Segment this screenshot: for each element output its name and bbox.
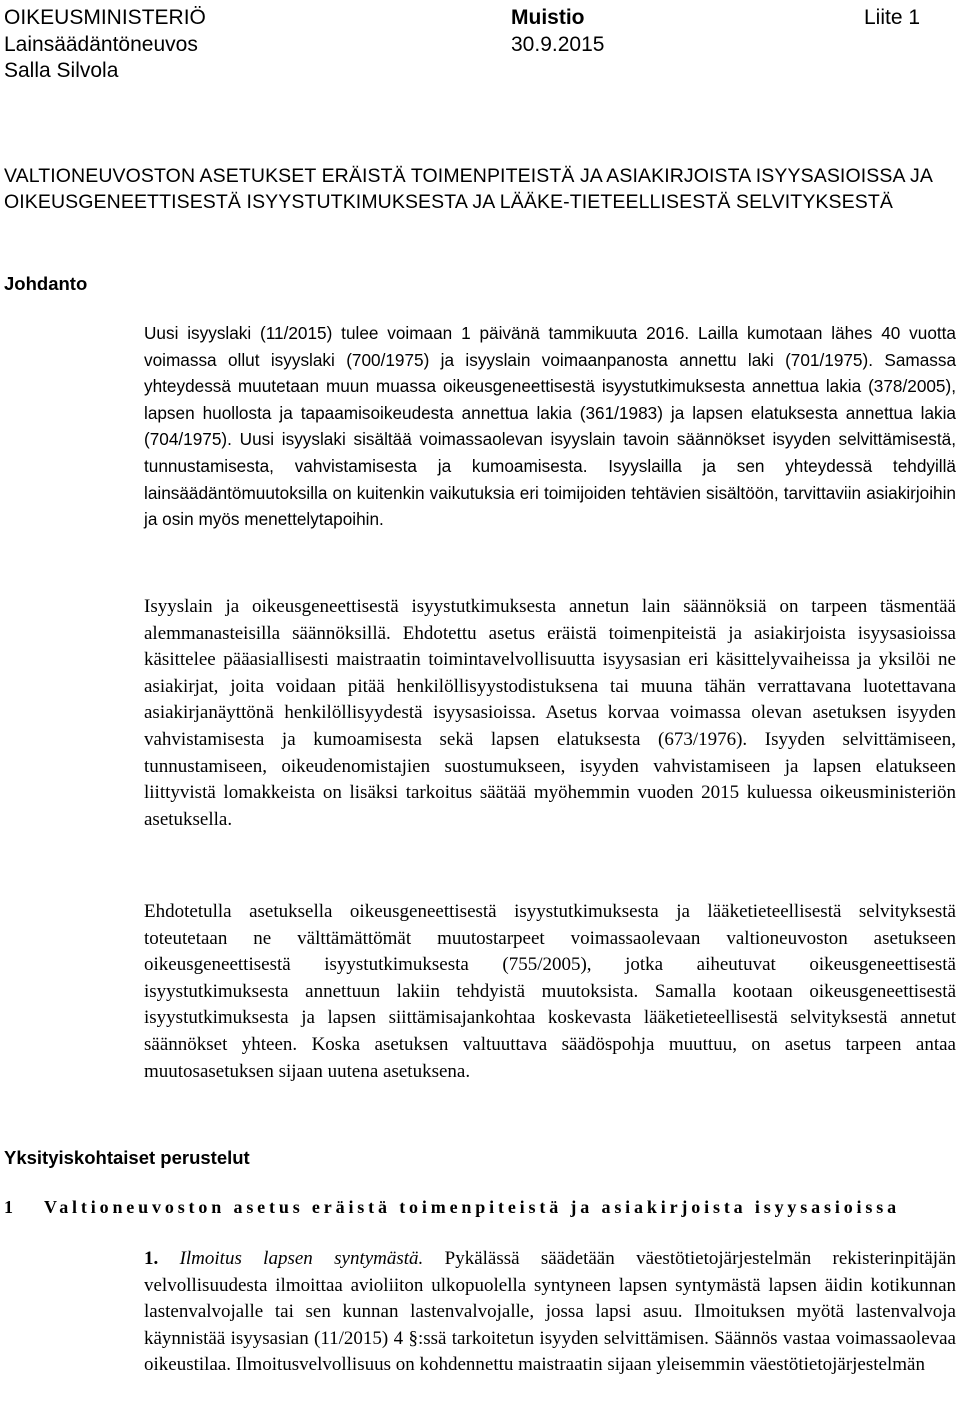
department: Lainsäädäntöneuvos — [4, 33, 198, 56]
author-name: Salla Silvola — [4, 59, 119, 82]
clause-dot: . — [153, 1248, 159, 1269]
intro-paragraph-3: Ehdotetulla asetuksella oikeusgeneettisestä isyystutkimuksesta ja lääketieteellisestä selvityksestä toteutetaan ne välttämättömät muutostarpeet voimassaolevaan valtioneuvoston asetukseen oikeusgeneettisestä isyystutkimuksesta (755/2005), jotka aiheutuvat oikeusgeneettisestä isyystutkimuksesta annettuun lakiin tehdyistä muutoksista. Samalla kootaan oikeusgeneettisestä isyystutkimuksesta ja lapsen siittämisajankohtaa koskevasta lääketieteellisestä selvityksestä annetut säännökset yhteen. Koska asetuksen valtuuttava säädöspohja muuttuu, on asetus tarpeen antaa muutosasetuksen sijaan uutena asetuksena. — [144, 901, 956, 1082]
details-label: Yksityiskohtaiset perustelut — [4, 1147, 250, 1168]
section-heading — [4, 1195, 900, 1219]
attachment-label: Liite 1 — [864, 6, 921, 29]
document-type: Muistio — [511, 6, 585, 29]
clause-paragraph — [144, 1246, 956, 1379]
clause-text: Pykälässä säädetään väestötietojärjestelmän rekisterinpitäjän velvollisuudesta ilmoittaa avioliiton ulkopuolella syntyneen lapsen syntymästä lapsen äidin kotikunnan lastenvalvojalle tai sen kunnan lastenvalvojalle, jossa lapsi asuu. Ilmoituksen myötä lastenvalvoja käynnistää isyysasian (11/2015) 4 §:ssä tarkoitetun isyyden selvittämisen. Säännös vastaa voimassaolevaa oikeustilaa. Ilmoitusvelvollisuus on kohdennettu maistraatin sijaan yleisemmin väestötietojärjestelmän — [144, 1248, 956, 1376]
section-title: Valtioneuvoston asetus eräistä toimenpiteistä ja asiakirjoista isyysasioissa — [44, 1197, 900, 1217]
ministry-name: OIKEUSMINISTERIÖ — [4, 6, 206, 29]
intro-paragraph-1: Uusi isyyslaki (11/2015) tulee voimaan 1 päivänä tammikuuta 2016. Lailla kumotaan lähes 40 vuotta voimassa ollut isyyslaki (700/1975) ja isyyslain voimaanpanosta annettu laki (701/1975). Samassa yhteydessä muutetaan muun muassa oikeusgeneettisestä isyystutkimuksesta annettua lakia (378/2005), lapsen huollosta ja tapaamisoikeudesta annettua lakia (361/1983) ja lapsen elatuksesta annettua lakia (704/1975). Uusi isyyslaki sisältää voimassaolevan isyyslain tavoin säännökset isyyden selvittämisestä, tunnustamisesta, vahvistamisesta ja kumoamisesta. Isyyslailla ja sen yhteydessä tehdyillä lainsäädäntömuutoksilla on kuitenkin vaikutuksia eri toimijoiden tehtävien sisältöön, tarvittaviin asiakirjoihin ja osin myös menettelytapoihin. — [144, 323, 956, 530]
clause-number: 1 — [144, 1248, 154, 1269]
intro-label: Johdanto — [4, 273, 88, 294]
document-title: VALTIONEUVOSTON ASETUKSET ERÄISTÄ TOIMENPITEISTÄ JA ASIAKIRJOISTA ISYYSASIOISSA JA OIKEUSGENEETTISESTÄ ISYYSTUTKIMUKSESTA JA LÄÄKE-TIETEELLISESTÄ SELVITYKSESTÄ — [4, 165, 932, 213]
document-date: 30.9.2015 — [511, 33, 605, 56]
section-number: 1 — [4, 1197, 13, 1217]
intro-paragraph-2: Isyyslain ja oikeusgeneettisestä isyystutkimuksesta annetun lain säännöksiä on tarpeen täsmentää alemmanasteisilla säännöksillä. Ehdotettu asetus eräistä toimenpiteistä ja asiakirjoista isyysasioissa käsittelee pääasiallisesti maistraatin toimintavelvollisuutta isyysasian eri käsittelyvaiheissa ja yksilöi ne asiakirjat, joita voidaan pitää henkilöllisyystodistuksena tai muuna tähän verrattavana luotettavana asiakirjanäyttönä henkilöllisyydestä isyysasioissa. Asetus korvaa voimassa olevan asetuksen isyyden vahvistamisesta ja kumoamisesta sekä lapsen elatuksesta (673/1976). Isyyden selvittämiseen, tunnustamiseen, oikeudenomistajien suostumukseen, isyyden vahvistamiseen ja lapsen elatukseen liittyvistä lomakkeista on lisäksi tarkoitus säätää myöhemmin vuoden 2015 kuluessa oikeusministeriön asetuksella. — [144, 596, 956, 830]
clause-title: Ilmoitus lapsen syntymästä. — [179, 1248, 424, 1269]
